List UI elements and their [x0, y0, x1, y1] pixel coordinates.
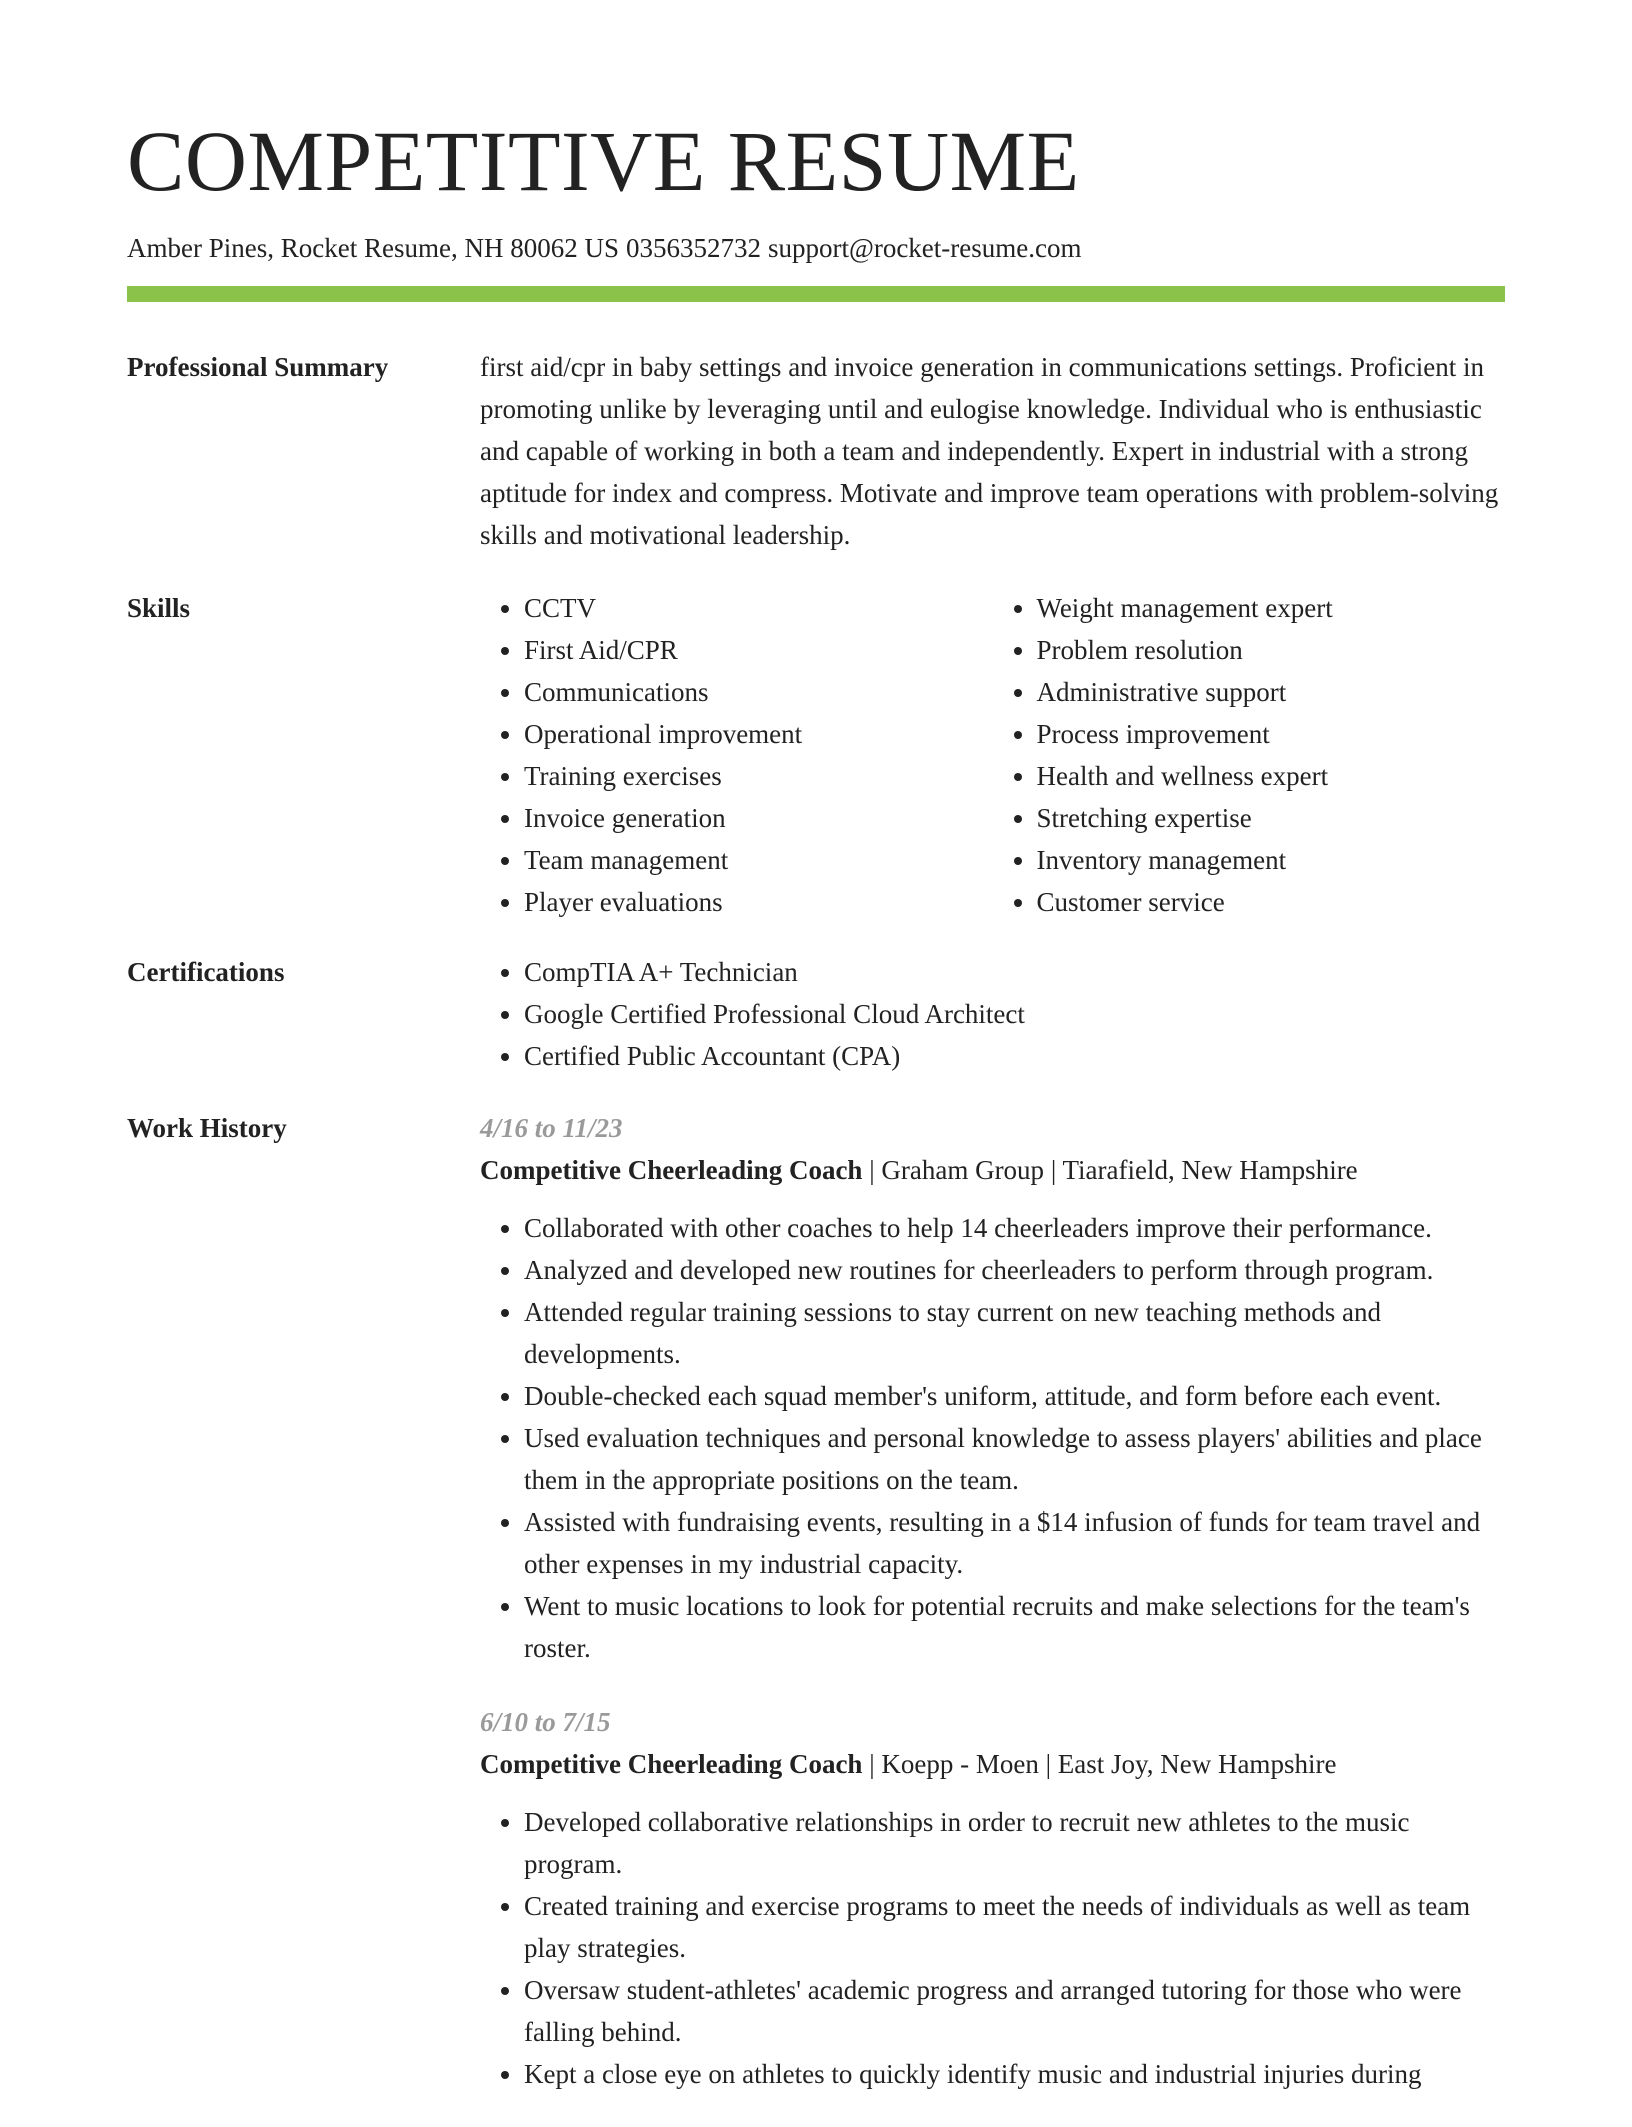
job-duty-item: • Went to music locations to look for potential recruits and make selections for the team's roster.	[524, 1585, 1505, 1669]
job-title-line	[480, 1149, 1505, 1191]
contact-phone: 0356352732	[625, 233, 761, 263]
job-dates: 6/10 to 7/15	[480, 1707, 611, 1737]
job-separator: |	[1038, 1749, 1058, 1779]
skill-item: • Health and wellness expert	[1037, 755, 1506, 797]
skill-item: • Weight management expert	[1037, 587, 1506, 629]
skill-item: • Operational improvement	[524, 713, 993, 755]
job-duty-item: • Kept a close eye on athletes to quickly identify music and industrial injuries during	[524, 2053, 1505, 2095]
skill-item: • Team management	[524, 839, 993, 881]
job-location: East Joy, New Hampshire	[1057, 1749, 1337, 1779]
accent-divider	[127, 286, 1505, 302]
skill-item: • Invoice generation	[524, 797, 993, 839]
skill-item: • CCTV	[524, 587, 993, 629]
summary-heading: Professional Summary	[127, 352, 389, 382]
job-entry	[480, 1107, 1505, 1669]
job-duties-list	[480, 1801, 1505, 2095]
job-duty-item: • Collaborated with other coaches to help 14 cheerleaders improve their performance.	[524, 1207, 1505, 1249]
skill-item: • Training exercises	[524, 755, 993, 797]
certification-item: • Google Certified Professional Cloud Architect	[524, 993, 1505, 1035]
certification-item: • Certified Public Accountant (CPA)	[524, 1035, 1505, 1077]
job-location: Tiarafield, New Hampshire	[1062, 1155, 1358, 1185]
job-entry	[480, 1701, 1505, 2095]
contact-email: support@rocket-resume.com	[767, 233, 1082, 263]
contact-address: Amber Pines, Rocket Resume, NH 80062 US	[127, 233, 619, 263]
job-duty-item: • Oversaw student-athletes' academic progress and arranged tutoring for those who were falling behind.	[524, 1969, 1505, 2053]
job-dates: 4/16 to 11/23	[480, 1113, 623, 1143]
skill-item: • Process improvement	[1037, 713, 1506, 755]
skill-item: • First Aid/CPR	[524, 629, 993, 671]
certification-item: • CompTIA A+ Technician	[524, 951, 1505, 993]
job-duty-item: • Assisted with fundraising events, resulting in a $14 infusion of funds for team travel and other expenses in my industrial capacity.	[524, 1501, 1505, 1585]
work-history-heading: Work History	[127, 1113, 287, 1143]
resume-title: COMPETITIVE RESUME	[127, 113, 1080, 209]
skill-item: • Communications	[524, 671, 993, 713]
job-duty-item: • Created training and exercise programs to meet the needs of individuals as well as team play strategies.	[524, 1885, 1505, 1969]
skill-item: • Stretching expertise	[1037, 797, 1506, 839]
job-title-line	[480, 1743, 1505, 1785]
job-duty-item: • Analyzed and developed new routines for cheerleaders to perform through program.	[524, 1249, 1505, 1291]
job-separator: |	[862, 1155, 882, 1185]
job-role: Competitive Cheerleading Coach	[480, 1155, 863, 1185]
skills-list-right	[993, 587, 1506, 923]
skill-item: • Administrative support	[1037, 671, 1506, 713]
skill-item: • Inventory management	[1037, 839, 1506, 881]
certifications-list	[480, 951, 1505, 1077]
skills-list-left	[480, 587, 993, 923]
summary-text: first aid/cpr in baby settings and invoice generation in communications settings. Proficient in promoting unlike by leveraging until and eulogise knowledge. Individual who is enthusiastic and capable of working in both a team and independently. Expert in industrial with a strong aptitude for index and compress. Motivate and improve team operations with problem-solving skills and motivational leadership.	[480, 352, 1499, 550]
skill-item: • Problem resolution	[1037, 629, 1506, 671]
job-duty-item: • Attended regular training sessions to stay current on new teaching methods and developments.	[524, 1291, 1505, 1375]
skills-heading: Skills	[127, 593, 191, 623]
job-company: Graham Group	[881, 1155, 1045, 1185]
skill-item: • Player evaluations	[524, 881, 993, 923]
skill-item: • Customer service	[1037, 881, 1506, 923]
job-separator: |	[1044, 1155, 1063, 1185]
contact-line	[127, 232, 1089, 264]
certifications-heading: Certifications	[127, 957, 285, 987]
job-role: Competitive Cheerleading Coach	[480, 1749, 863, 1779]
job-company: Koepp - Moen	[881, 1749, 1039, 1779]
job-separator: |	[862, 1749, 882, 1779]
job-duty-item: • Developed collaborative relationships in order to recruit new athletes to the music program.	[524, 1801, 1505, 1885]
job-duties-list	[480, 1207, 1505, 1669]
job-duty-item: • Used evaluation techniques and personal knowledge to assess players' abilities and place them in the appropriate positions on the team.	[524, 1417, 1505, 1501]
job-duty-item: • Double-checked each squad member's uniform, attitude, and form before each event.	[524, 1375, 1505, 1417]
